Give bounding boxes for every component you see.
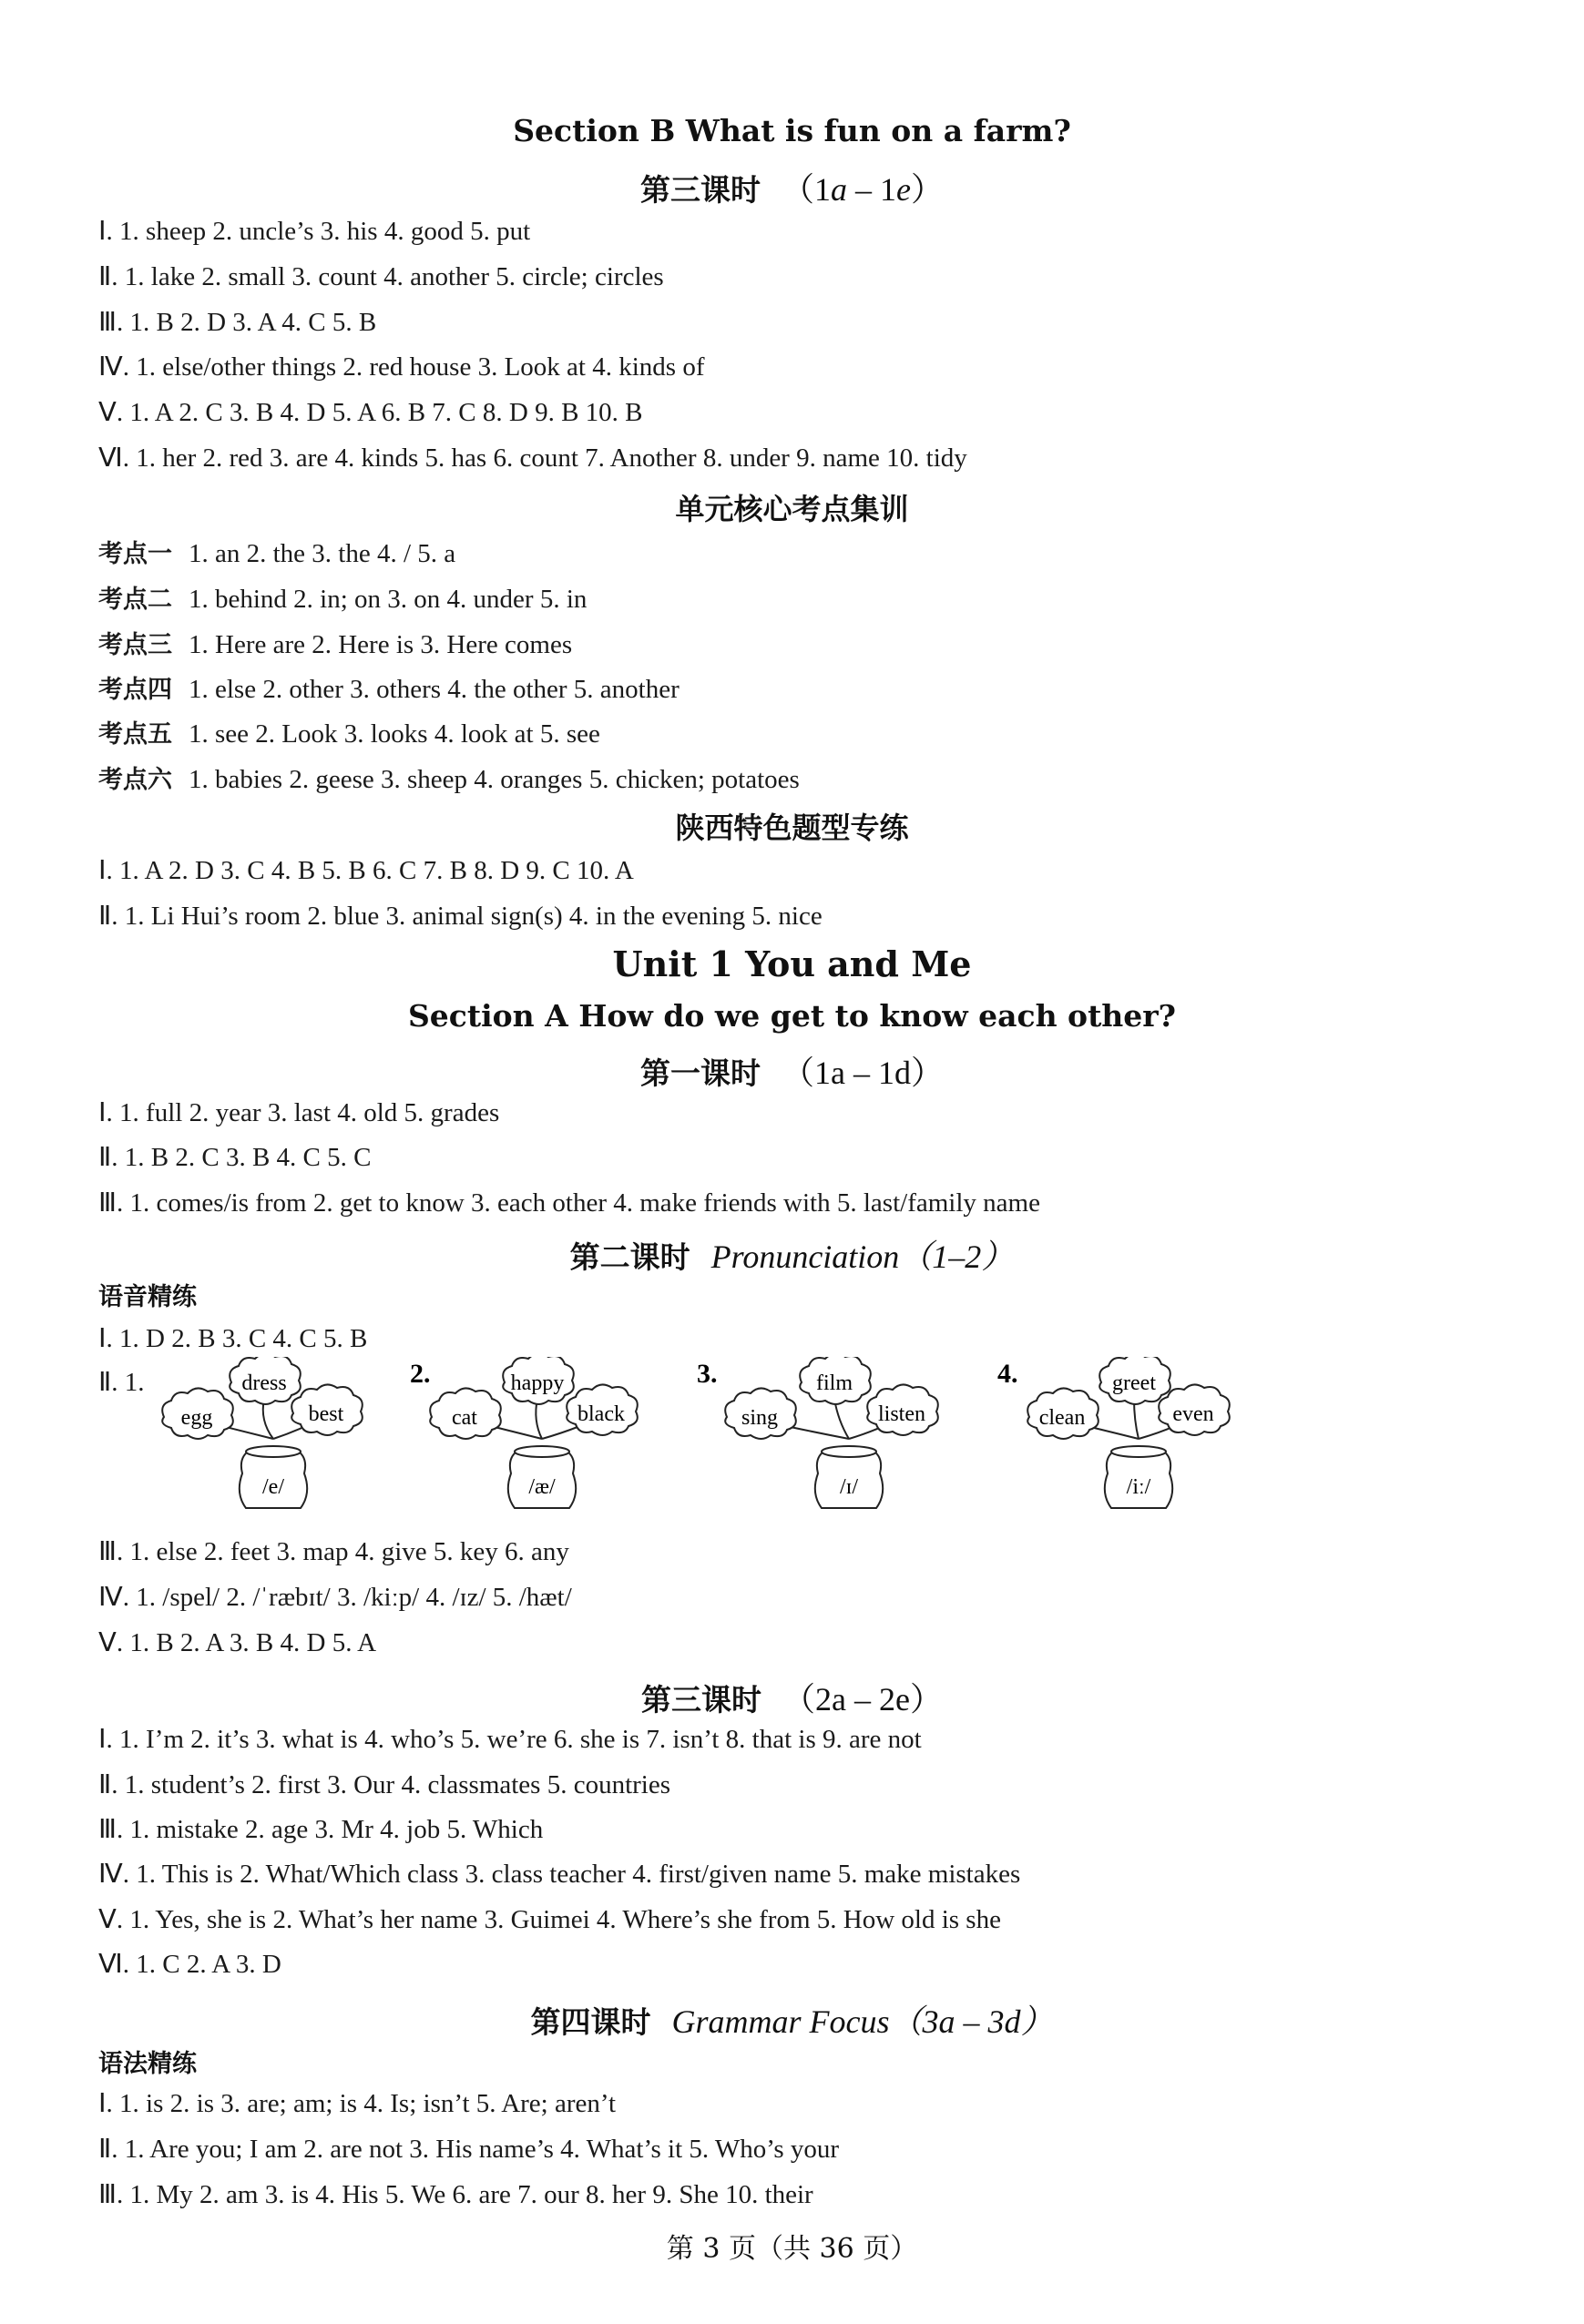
core-line: 考点三 1. Here are 2. Here is 3. Here comes xyxy=(98,630,573,659)
vase-ae-top: happy xyxy=(510,1371,565,1395)
vase-e-right: best xyxy=(308,1402,344,1426)
vase-ii-left: clean xyxy=(1038,1406,1086,1430)
answer-line: Ⅱ. 1. Li Hui’s room 2. blue 3. animal sign(s) 4. in the evening 5. nice xyxy=(98,902,823,931)
vase-i-top: film xyxy=(816,1371,853,1395)
answer-line: Ⅳ. 1. This is 2. What/Which class 3. class teacher 4. first/given name 5. make mistakes xyxy=(98,1860,1021,1889)
vase-e xyxy=(162,1357,363,1508)
answer-line: Ⅰ. 1. I’m 2. it’s 3. what is 4. who’s 5. we’re 6. she is 7. isn’t 8. that is 9. are not xyxy=(98,1725,922,1754)
vase-number: 4. xyxy=(997,1359,1018,1389)
answer-line: Ⅲ. 1. My 2. am 3. is 4. His 5. We 6. are 7. our 8. her 9. She 10. their xyxy=(98,2180,813,2209)
answer-line: Ⅲ. 1. else 2. feet 3. map 4. give 5. key 6. any xyxy=(98,1537,569,1566)
grammar-practice-label: 语法精练 xyxy=(98,2050,197,2078)
answer-line: Ⅱ. 1. lake 2. small 3. count 4. another 5. circle; circles xyxy=(98,262,664,291)
vase-i-right: listen xyxy=(878,1402,925,1426)
phonetics-practice-label: 语音精练 xyxy=(98,1283,197,1311)
core-line: 考点一 1. an 2. the 3. the 4. / 5. a xyxy=(98,539,456,568)
section-b-lesson3-title: 第三课时 （1a – 1e） xyxy=(640,171,944,208)
vase-i xyxy=(725,1357,938,1508)
answer-line: Ⅲ. 1. B 2. D 3. A 4. C 5. B xyxy=(98,308,377,337)
lesson1-title: 第一课时 （1a – 1d） xyxy=(640,1055,944,1091)
answer-line: Ⅴ. 1. B 2. A 3. B 4. D 5. A xyxy=(98,1628,377,1657)
lesson3-title: 第三课时 （2a – 2e） xyxy=(641,1681,943,1718)
answer-line: Ⅱ. 1. B 2. C 3. B 4. C 5. C xyxy=(98,1143,372,1172)
unit1-title: Unit 1 You and Me xyxy=(612,943,972,984)
vase-ae-phoneme: /æ/ xyxy=(528,1475,556,1499)
answer-line: Ⅰ. 1. D 2. B 3. C 4. C 5. B xyxy=(98,1324,368,1353)
vase-number: 2. xyxy=(410,1359,431,1389)
answer-line: Ⅴ. 1. A 2. C 3. B 4. D 5. A 6. B 7. C 8. D 9. B 10. B xyxy=(98,398,643,427)
vase-ii-phoneme: /iː/ xyxy=(1126,1475,1151,1499)
vase-ii xyxy=(1027,1357,1230,1508)
answer-line: Ⅳ. 1. else/other things 2. red house 3. Look at 4. kinds of xyxy=(98,352,705,382)
vase-ae-left: cat xyxy=(452,1406,477,1430)
answer-line: Ⅰ. 1. full 2. year 3. last 4. old 5. grades xyxy=(98,1098,500,1127)
vase-i-left: sing xyxy=(741,1406,779,1430)
answer-line: Ⅱ. 1. student’s 2. first 3. Our 4. classmates 5. countries xyxy=(98,1770,671,1799)
core-line: 考点六 1. babies 2. geese 3. sheep 4. oranges 5. chicken; potatoes xyxy=(98,765,800,794)
unit1-section-a-title: Section A How do we get to know each other? xyxy=(407,998,1177,1034)
vase-diagrams xyxy=(0,1357,1584,1530)
vase-ae xyxy=(430,1357,638,1508)
lesson4-title: 第四课时 Grammar Focus（3a – 3d） xyxy=(530,2003,1054,2040)
answer-line: Ⅴ. 1. Yes, she is 2. What’s her name 3. Guimei 4. Where’s she from 5. How old is she xyxy=(98,1905,1001,1934)
answer-line: Ⅰ. 1. A 2. D 3. C 4. B 5. B 6. C 7. B 8. D 9. C 10. A xyxy=(98,856,634,885)
vase-number: 3. xyxy=(697,1359,718,1389)
vase-ae-right: black xyxy=(577,1402,625,1426)
shaanxi-title: 陕西特色题型专练 xyxy=(675,810,909,845)
vase-e-top: dress xyxy=(241,1371,287,1395)
answer-line: Ⅱ. 1. Are you; I am 2. are not 3. His name’s 4. What’s it 5. Who’s your xyxy=(98,2135,840,2164)
vase-i-phoneme: /ɪ/ xyxy=(839,1475,859,1499)
answer-line: Ⅲ. 1. comes/is from 2. get to know 3. each other 4. make friends with 5. last/family name xyxy=(98,1188,1040,1218)
vase-ii-top: greet xyxy=(1112,1371,1156,1395)
vase-ii-right: even xyxy=(1172,1402,1214,1426)
answer-line: Ⅰ. 1. sheep 2. uncle’s 3. his 4. good 5. put xyxy=(98,217,531,246)
page-footer: 第 3 页（共 36 页） xyxy=(666,2233,918,2265)
answer-line: Ⅵ. 1. her 2. red 3. are 4. kinds 5. has 6. count 7. Another 8. under 9. name 10. tidy xyxy=(98,443,967,473)
answer-line: Ⅵ. 1. C 2. A 3. D xyxy=(98,1950,281,1979)
core-line: 考点二 1. behind 2. in; on 3. on 4. under 5. in xyxy=(98,585,588,614)
answer-line: Ⅲ. 1. mistake 2. age 3. Mr 4. job 5. Which xyxy=(98,1815,544,1844)
answer-line: Ⅳ. 1. /spel/ 2. /ˈræbɪt/ 3. /kiːp/ 4. /ɪz/ 5. /hæt/ xyxy=(98,1583,572,1612)
vase-e-left: egg xyxy=(180,1406,213,1430)
unit-core-title: 单元核心考点集训 xyxy=(675,492,909,526)
vase-section-label: Ⅱ. 1. xyxy=(98,1368,145,1397)
core-line: 考点五 1. see 2. Look 3. looks 4. look at 5. see xyxy=(98,719,600,749)
lesson2-title: 第二课时 Pronunciation（1–2） xyxy=(569,1238,1015,1275)
core-line: 考点四 1. else 2. other 3. others 4. the other 5. another xyxy=(98,675,680,704)
vase-e-phoneme: /e/ xyxy=(262,1475,284,1499)
answer-line: Ⅰ. 1. is 2. is 3. are; am; is 4. Is; isn’t 5. Are; aren’t xyxy=(98,2089,617,2118)
section-b-title: Section B What is fun on a farm? xyxy=(513,113,1071,148)
